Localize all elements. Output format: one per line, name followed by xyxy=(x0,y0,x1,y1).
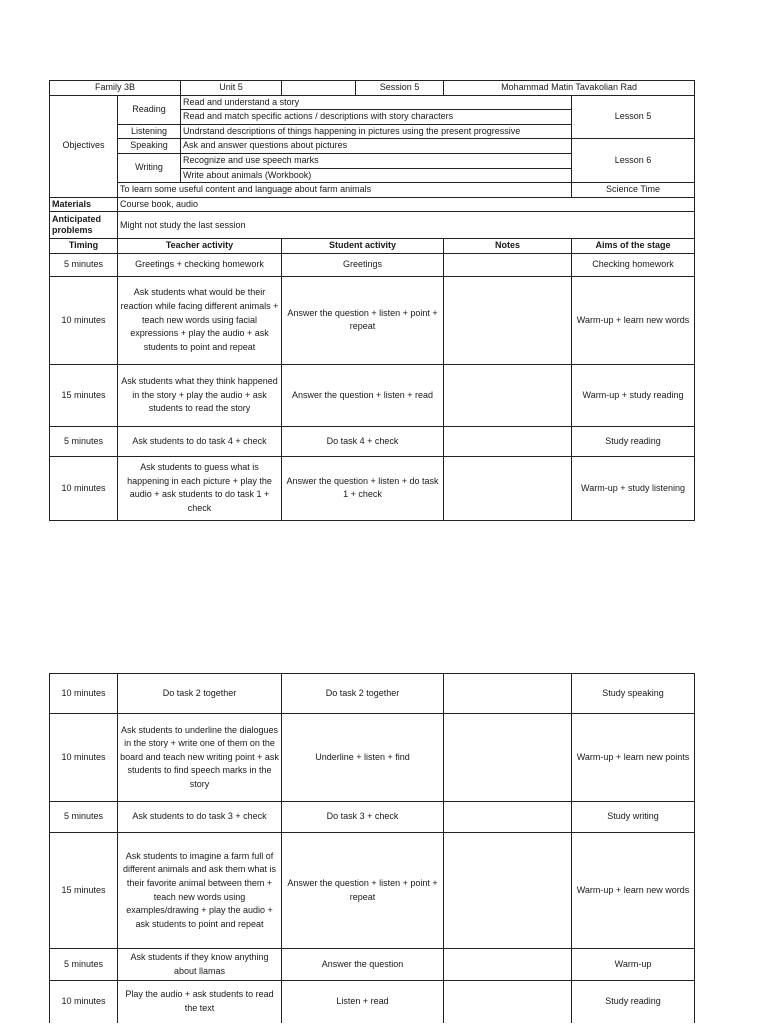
row-teacher-activity: Do task 2 together xyxy=(118,674,282,714)
row-student-activity: Do task 2 together xyxy=(282,674,444,714)
row-timing: 10 minutes xyxy=(50,981,118,1023)
skill-listening: Listening xyxy=(118,124,181,139)
col-student-activity: Student activity xyxy=(282,239,444,254)
row-timing: 5 minutes xyxy=(50,802,118,833)
row-aims: Warm-up + learn new words xyxy=(572,276,695,364)
col-aims: Aims of the stage xyxy=(572,239,695,254)
row-teacher-activity: Ask students what would be their reaction while facing different animals + teach new words using facial expressions + play the audio + ask students to point and repeat xyxy=(118,276,282,364)
objective-writing-2: Write about animals (Workbook) xyxy=(181,168,572,183)
row-notes xyxy=(444,802,572,833)
objectives-row-science xyxy=(50,183,695,198)
row-aims: Checking homework xyxy=(572,253,695,276)
objectives-label: Objectives xyxy=(50,95,118,197)
row-timing: 10 minutes xyxy=(50,714,118,802)
table-row xyxy=(50,276,695,364)
table-row xyxy=(50,949,695,981)
row-student-activity: Answer the question + listen + point + repeat xyxy=(282,833,444,949)
row-student-activity: Greetings xyxy=(282,253,444,276)
materials-value: Course book, audio xyxy=(118,197,695,212)
column-header-row xyxy=(50,239,695,254)
row-notes xyxy=(444,364,572,426)
objective-reading-1: Read and understand a story xyxy=(181,95,572,110)
row-student-activity: Underline + listen + find xyxy=(282,714,444,802)
skill-speaking: Speaking xyxy=(118,139,181,154)
row-notes xyxy=(444,276,572,364)
row-timing: 5 minutes xyxy=(50,949,118,981)
row-teacher-activity: Ask students if they know anything about llamas xyxy=(118,949,282,981)
lesson-5-label: Lesson 5 xyxy=(572,95,695,139)
row-aims: Warm-up + learn new points xyxy=(572,714,695,802)
row-notes xyxy=(444,714,572,802)
row-student-activity: Answer the question + listen + point + repeat xyxy=(282,276,444,364)
header-row xyxy=(50,81,695,96)
science-time-label: Science Time xyxy=(572,183,695,198)
row-teacher-activity: Ask students to do task 3 + check xyxy=(118,802,282,833)
row-timing: 5 minutes xyxy=(50,426,118,456)
row-timing: 15 minutes xyxy=(50,833,118,949)
row-teacher-activity: Ask students to guess what is happening in each picture + play the audio + ask students to do task 1 + check xyxy=(118,456,282,520)
lesson-plan-table-1 xyxy=(49,80,695,521)
table-row xyxy=(50,253,695,276)
class-name: Family 3B xyxy=(50,81,181,96)
row-teacher-activity: Play the audio + ask students to read the text xyxy=(118,981,282,1023)
row-timing: 5 minutes xyxy=(50,253,118,276)
row-student-activity: Do task 4 + check xyxy=(282,426,444,456)
row-timing: 15 minutes xyxy=(50,364,118,426)
table-row xyxy=(50,364,695,426)
col-notes: Notes xyxy=(444,239,572,254)
row-aims: Study reading xyxy=(572,426,695,456)
row-notes xyxy=(444,949,572,981)
lesson-6-label: Lesson 6 xyxy=(572,139,695,183)
anticipated-row xyxy=(50,212,695,239)
materials-label: Materials xyxy=(50,197,118,212)
row-student-activity: Answer the question + listen + read xyxy=(282,364,444,426)
table-row xyxy=(50,802,695,833)
row-timing: 10 minutes xyxy=(50,276,118,364)
table-row xyxy=(50,833,695,949)
row-notes xyxy=(444,981,572,1023)
col-timing: Timing xyxy=(50,239,118,254)
col-teacher-activity: Teacher activity xyxy=(118,239,282,254)
table-row xyxy=(50,674,695,714)
row-notes xyxy=(444,253,572,276)
objectives-row-reading-1 xyxy=(50,95,695,110)
row-teacher-activity: Ask students to imagine a farm full of different animals and ask them what is their favorite animal between them + teach new words using examples/drawing + play the audio + ask students to point and repeat xyxy=(118,833,282,949)
objective-writing-1: Recognize and use speech marks xyxy=(181,153,572,168)
row-aims: Warm-up + study listening xyxy=(572,456,695,520)
row-student-activity: Answer the question + listen + do task 1 + check xyxy=(282,456,444,520)
objectives-row-speaking xyxy=(50,139,695,154)
row-aims: Study writing xyxy=(572,802,695,833)
table-row xyxy=(50,981,695,1023)
skill-reading: Reading xyxy=(118,95,181,124)
row-timing: 10 minutes xyxy=(50,456,118,520)
row-aims: Warm-up + study reading xyxy=(572,364,695,426)
objective-speaking: Ask and answer questions about pictures xyxy=(181,139,572,154)
row-student-activity: Do task 3 + check xyxy=(282,802,444,833)
table-row xyxy=(50,456,695,520)
teacher-name: Mohammad Matin Tavakolian Rad xyxy=(444,81,695,96)
unit-name: Unit 5 xyxy=(181,81,282,96)
objective-science: To learn some useful content and language about farm animals xyxy=(118,183,572,198)
objective-reading-2: Read and match specific actions / descriptions with story characters xyxy=(181,110,572,125)
objective-listening: Undrstand descriptions of things happening in pictures using the present progressive xyxy=(181,124,572,139)
skill-writing: Writing xyxy=(118,153,181,182)
row-aims: Warm-up xyxy=(572,949,695,981)
blank-cell xyxy=(282,81,356,96)
session-name: Session 5 xyxy=(356,81,444,96)
row-teacher-activity: Greetings + checking homework xyxy=(118,253,282,276)
row-notes xyxy=(444,674,572,714)
row-notes xyxy=(444,426,572,456)
lesson-plan-table-2 xyxy=(49,673,695,1023)
row-student-activity: Answer the question xyxy=(282,949,444,981)
row-aims: Warm-up + learn new words xyxy=(572,833,695,949)
row-aims: Study reading xyxy=(572,981,695,1023)
row-teacher-activity: Ask students to do task 4 + check xyxy=(118,426,282,456)
table-row xyxy=(50,426,695,456)
table-row xyxy=(50,714,695,802)
anticipated-value: Might not study the last session xyxy=(118,212,695,239)
materials-row xyxy=(50,197,695,212)
row-aims: Study speaking xyxy=(572,674,695,714)
row-timing: 10 minutes xyxy=(50,674,118,714)
row-student-activity: Listen + read xyxy=(282,981,444,1023)
row-notes xyxy=(444,456,572,520)
row-teacher-activity: Ask students to underline the dialogues in the story + write one of them on the board and teach new writing point + ask students to find speech marks in the story xyxy=(118,714,282,802)
row-teacher-activity: Ask students what they think happened in the story + play the audio + ask students to read the story xyxy=(118,364,282,426)
anticipated-label: Anticipated problems xyxy=(50,212,118,239)
row-notes xyxy=(444,833,572,949)
